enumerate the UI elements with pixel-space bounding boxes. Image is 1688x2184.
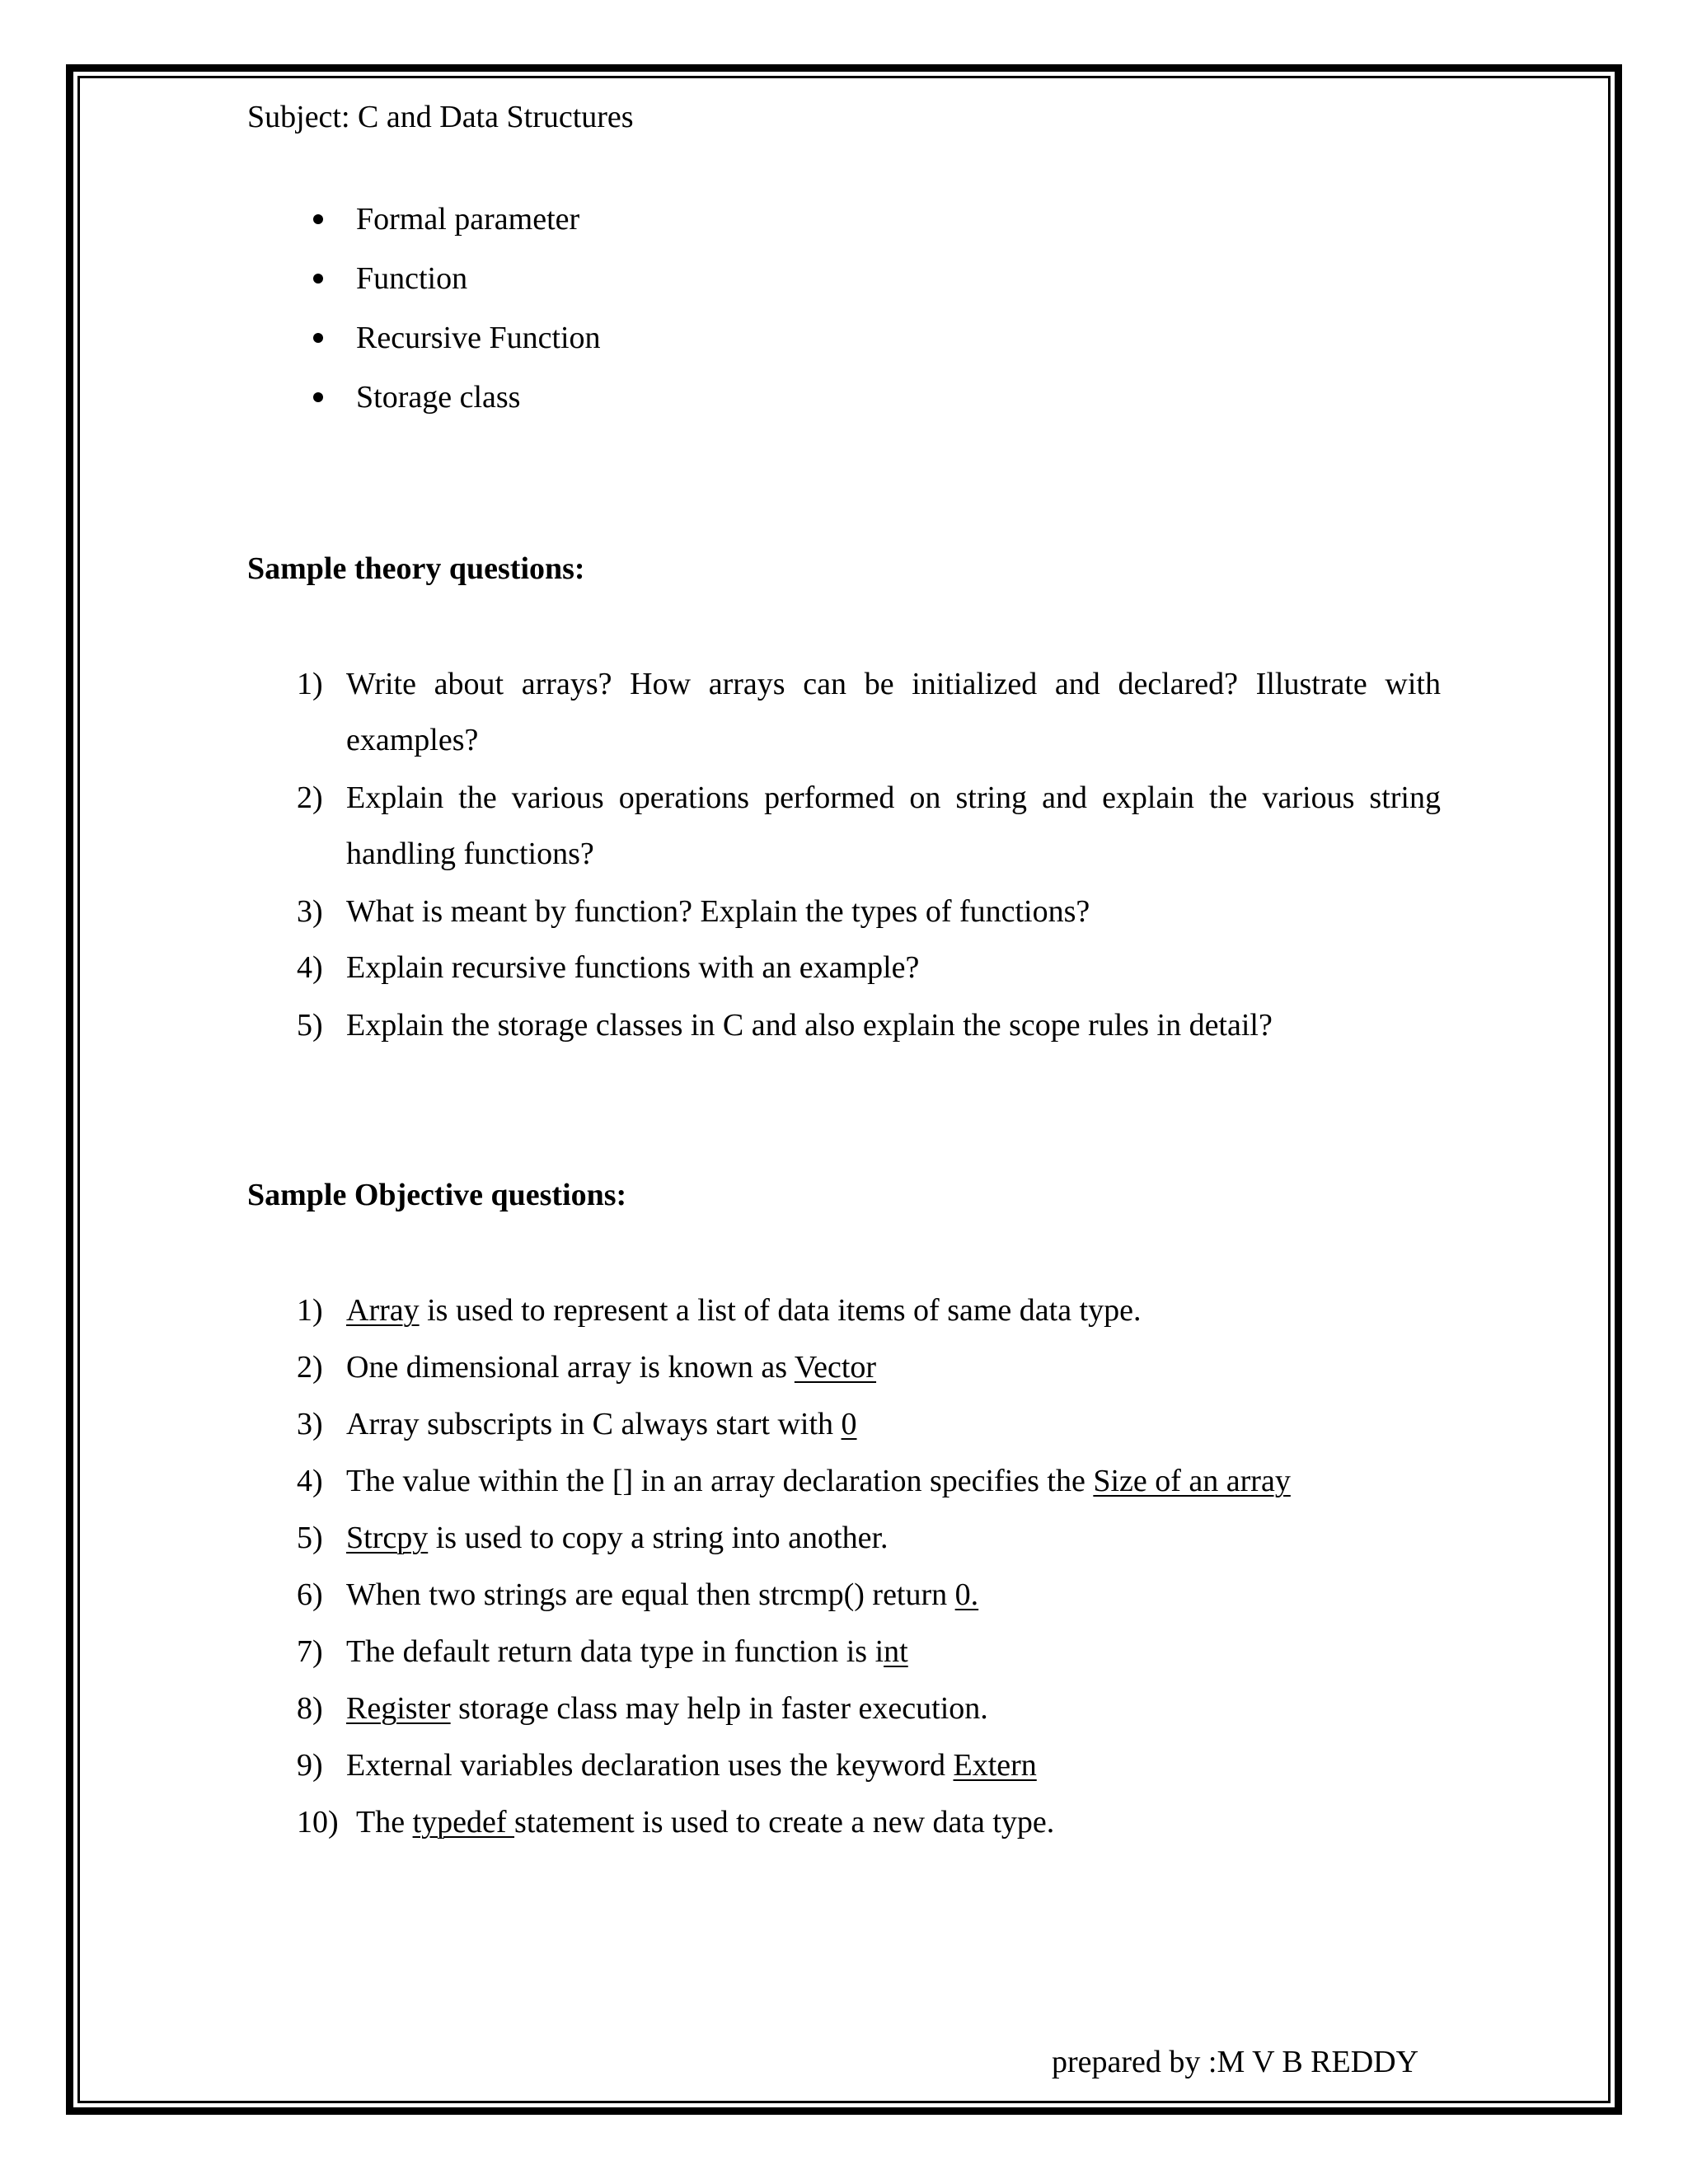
theory-q3: What is meant by function? Explain the types of functions? [346,894,1090,929]
question-number: 4) [297,950,323,985]
bullet-text: Recursive Function [356,321,601,355]
answer-blank: nt [884,1634,908,1669]
question-number: 7) [297,1634,323,1669]
objective-q1 [346,1292,1141,1329]
theory-heading: Sample theory questions: [247,551,585,586]
question-number: 9) [297,1748,323,1783]
question-number: 2) [297,1350,323,1385]
bullet-text: Formal parameter [356,202,580,237]
answer-blank: Vector [794,1350,877,1385]
bullet-dot-icon [313,274,323,284]
theory-q2-line2: handling functions? [346,837,594,871]
bullet-dot-icon [313,333,323,343]
question-number: 10) [297,1805,339,1840]
question-number: 3) [297,894,323,929]
page-border-inner [77,76,1611,2103]
question-number: 1) [297,1293,323,1328]
question-text: statement is used to create a new data type. [514,1805,1055,1840]
objective-q6 [346,1577,978,1613]
question-text: is used to represent a list of data items of same data type. [419,1293,1142,1328]
question-number: 3) [297,1407,323,1441]
question-text: Array subscripts in C always start with [346,1407,842,1441]
bullet-dot-icon [313,214,323,224]
question-text: When two strings are equal then strcmp() return [346,1577,955,1612]
theory-q2-line1: Explain the various operations performed on string and explain the various string [346,780,1441,815]
theory-q5: Explain the storage classes in C and also explain the scope rules in detail? [346,1008,1273,1043]
objective-q8 [346,1690,988,1727]
objective-q4 [346,1463,1291,1499]
question-text: External variables declaration uses the keyword [346,1748,954,1783]
answer-blank: 0 [841,1407,857,1441]
objective-q2 [346,1349,876,1385]
question-number: 8) [297,1691,323,1726]
question-number: 5) [297,1521,323,1555]
question-text: One dimensional array is known as [346,1350,795,1385]
question-number: 5) [297,1008,323,1043]
theory-q4: Explain recursive functions with an example? [346,950,920,985]
objective-q5 [346,1520,889,1556]
answer-blank: Extern [953,1748,1037,1783]
objective-heading: Sample Objective questions: [247,1178,627,1212]
theory-q1-line2: examples? [346,723,479,757]
subject-line: Subject: C and Data Structures [247,100,634,134]
objective-q10 [356,1804,1054,1840]
answer-blank: Array [346,1293,420,1328]
question-number: 4) [297,1464,323,1498]
question-text: The default return data type in function is i [346,1634,884,1669]
prepared-by-footer: prepared by :M V B REDDY [1052,2045,1419,2079]
question-number: 1) [297,667,323,701]
answer-blank: 0. [954,1577,979,1612]
answer-blank: Register [346,1691,451,1726]
objective-q3 [346,1406,857,1442]
answer-blank: Size of an array [1093,1464,1291,1498]
question-number: 6) [297,1577,323,1612]
answer-blank: typedef [412,1805,515,1840]
question-number: 2) [297,780,323,815]
question-text: The [356,1805,413,1840]
bullet-text: Storage class [356,380,521,415]
theory-q1-line1: Write about arrays? How arrays can be initialized and declared? Illustrate with [346,667,1441,701]
objective-q7 [346,1633,908,1670]
bullet-dot-icon [313,392,323,402]
question-text: is used to copy a string into another. [428,1521,889,1555]
bullet-text: Function [356,261,468,296]
objective-q9 [346,1747,1037,1783]
question-text: The value within the [] in an array declaration specifies the [346,1464,1094,1498]
question-text: storage class may help in faster execution. [450,1691,988,1726]
answer-blank: Strcpy [346,1521,429,1555]
